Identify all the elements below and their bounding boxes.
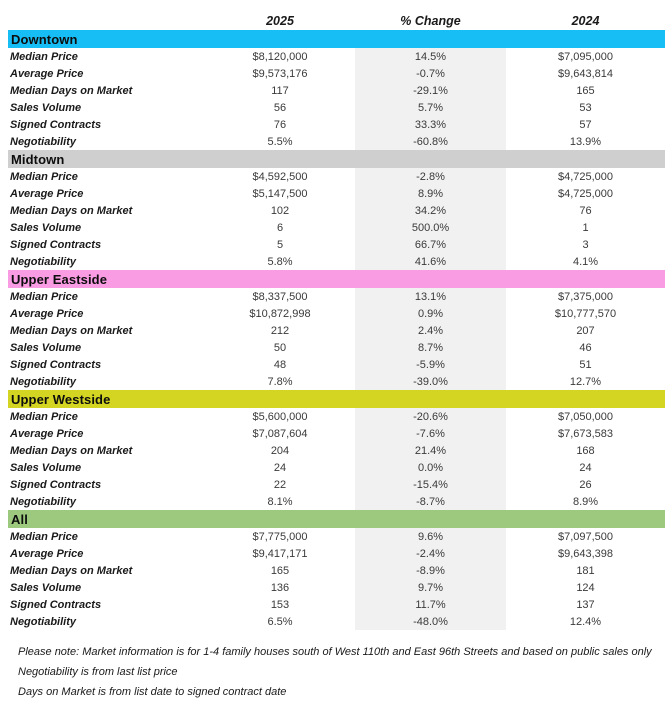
footnote-negotiability: Negotiability is from last list price — [18, 666, 178, 678]
table-row — [8, 408, 665, 425]
row-label: Signed Contracts — [10, 118, 102, 131]
value-2025: $7,775,000 — [252, 530, 308, 543]
value-2024: 13.9% — [569, 135, 602, 148]
value-2025: $9,417,171 — [252, 547, 308, 560]
table-row — [8, 116, 665, 133]
value-2024: 57 — [579, 118, 592, 131]
value-pct-change: 9.6% — [355, 528, 506, 545]
value-2024: 165 — [576, 84, 595, 97]
table-row — [8, 185, 665, 202]
section-title: All — [11, 511, 28, 527]
value-2024: 46 — [579, 341, 592, 354]
row-label: Average Price — [10, 187, 84, 200]
value-2024: 26 — [579, 478, 592, 491]
row-label: Median Days on Market — [10, 444, 133, 457]
value-2024: 8.9% — [572, 495, 599, 508]
table-row — [8, 356, 665, 373]
value-2024: 124 — [576, 581, 595, 594]
value-2025: 165 — [270, 564, 290, 577]
row-label: Sales Volume — [10, 461, 82, 474]
value-2024: $7,095,000 — [557, 50, 614, 63]
value-pct-change: -0.7% — [355, 65, 506, 82]
section-header-downtown — [8, 30, 665, 48]
row-label: Median Price — [10, 170, 78, 183]
value-2024: 168 — [576, 444, 595, 457]
table-row — [8, 528, 665, 545]
table-row — [8, 305, 665, 322]
section-title: Downtown — [11, 31, 78, 47]
value-2024: $9,643,398 — [557, 547, 614, 560]
row-label: Median Days on Market — [10, 84, 133, 97]
row-label: Average Price — [10, 67, 84, 80]
value-2024: 53 — [579, 101, 592, 114]
value-pct-change: -60.8% — [355, 133, 506, 150]
table-row — [8, 133, 665, 150]
row-label: Sales Volume — [10, 581, 82, 594]
table-row — [8, 459, 665, 476]
row-label: Negotiability — [10, 495, 77, 508]
table-row — [8, 99, 665, 116]
section-header-all — [8, 510, 665, 528]
value-2024: $4,725,000 — [557, 170, 614, 183]
row-label: Median Days on Market — [10, 324, 133, 337]
section-title: Midtown — [11, 151, 65, 167]
value-pct-change: 8.9% — [355, 185, 506, 202]
value-pct-change: 21.4% — [355, 442, 506, 459]
value-2024: $7,375,000 — [557, 290, 614, 303]
table-row — [8, 236, 665, 253]
row-label: Signed Contracts — [10, 358, 102, 371]
row-label: Negotiability — [10, 615, 77, 628]
table-row — [8, 613, 665, 630]
value-2025: 102 — [270, 204, 290, 217]
row-label: Sales Volume — [10, 101, 82, 114]
value-2025: 22 — [273, 478, 287, 491]
section-header-upper-westside — [8, 390, 665, 408]
value-2025: 24 — [273, 461, 287, 474]
value-2024: $7,673,583 — [557, 427, 614, 440]
table-row — [8, 253, 665, 270]
value-pct-change: -20.6% — [355, 408, 506, 425]
row-label: Median Price — [10, 50, 78, 63]
value-2025: $5,147,500 — [252, 187, 308, 200]
value-pct-change: 66.7% — [355, 236, 506, 253]
table-row — [8, 219, 665, 236]
row-label: Median Days on Market — [10, 564, 133, 577]
value-pct-change: 8.7% — [355, 339, 506, 356]
table-row — [8, 596, 665, 613]
column-header-2025: 2025 — [266, 14, 294, 28]
row-label: Signed Contracts — [10, 478, 102, 491]
value-2025: $7,087,604 — [252, 427, 308, 440]
row-label: Median Price — [10, 410, 78, 423]
value-2025: 5.8% — [267, 255, 293, 268]
value-2025: 6.5% — [267, 615, 293, 628]
value-pct-change: 500.0% — [355, 219, 506, 236]
sections-container — [8, 30, 665, 630]
value-pct-change: 33.3% — [355, 116, 506, 133]
table-row — [8, 168, 665, 185]
value-pct-change: -15.4% — [355, 476, 506, 493]
table-row — [8, 442, 665, 459]
table-row — [8, 562, 665, 579]
value-2025: 153 — [270, 598, 290, 611]
value-2025: 5.5% — [267, 135, 293, 148]
value-2024: 4.1% — [572, 255, 599, 268]
table-row — [8, 493, 665, 510]
table-row — [8, 48, 665, 65]
section-title: Upper Eastside — [11, 271, 108, 287]
column-header-2024: 2024 — [571, 14, 600, 28]
row-label: Median Price — [10, 290, 78, 303]
value-2025: $10,872,998 — [249, 307, 311, 320]
value-2025: $8,120,000 — [252, 50, 308, 63]
value-2024: $7,097,500 — [557, 530, 614, 543]
value-2025: 8.1% — [267, 495, 293, 508]
table-row — [8, 425, 665, 442]
value-pct-change: -2.4% — [355, 545, 506, 562]
value-pct-change: -8.9% — [355, 562, 506, 579]
table-row — [8, 476, 665, 493]
row-label: Signed Contracts — [10, 598, 102, 611]
value-2025: 136 — [270, 581, 290, 594]
table-row — [8, 82, 665, 99]
footnote-days-on-market: Days on Market is from list date to signed contract date — [18, 686, 287, 698]
value-pct-change: 11.7% — [355, 596, 506, 613]
value-2025: 50 — [273, 341, 287, 354]
value-pct-change: 0.9% — [355, 305, 506, 322]
value-pct-change: 2.4% — [355, 322, 506, 339]
column-header-pct-change: % Change — [400, 14, 461, 28]
row-label: Median Days on Market — [10, 204, 133, 217]
value-2025: $9,573,176 — [252, 67, 308, 80]
value-pct-change: 34.2% — [355, 202, 506, 219]
row-label: Signed Contracts — [10, 238, 102, 251]
row-label: Median Price — [10, 530, 78, 543]
value-pct-change: 9.7% — [355, 579, 506, 596]
table-row — [8, 545, 665, 562]
value-2025: 212 — [270, 324, 290, 337]
row-label: Negotiability — [10, 255, 77, 268]
value-2024: 12.4% — [569, 615, 602, 628]
table-row — [8, 373, 665, 390]
value-pct-change: 5.7% — [355, 99, 506, 116]
value-pct-change: 14.5% — [355, 48, 506, 65]
row-label: Negotiability — [10, 135, 77, 148]
value-pct-change: -5.9% — [355, 356, 506, 373]
market-report-table — [8, 12, 665, 702]
value-2024: 3 — [582, 238, 589, 251]
value-2025: 48 — [273, 358, 287, 371]
value-2024: $7,050,000 — [557, 410, 614, 423]
row-label: Average Price — [10, 307, 84, 320]
section-header-midtown — [8, 150, 665, 168]
table-row — [8, 322, 665, 339]
value-2024: 12.7% — [569, 375, 602, 388]
value-pct-change: 41.6% — [355, 253, 506, 270]
table-row — [8, 202, 665, 219]
value-2025: 204 — [270, 444, 290, 457]
value-2025: 76 — [273, 118, 287, 131]
section-header-upper-eastside — [8, 270, 665, 288]
value-2024: 1 — [582, 221, 589, 234]
row-label: Sales Volume — [10, 341, 82, 354]
value-2025: 117 — [271, 84, 289, 97]
value-2025: $4,592,500 — [252, 170, 308, 183]
value-2025: $5,600,000 — [252, 410, 308, 423]
value-2024: 24 — [579, 461, 592, 474]
value-2024: $10,777,570 — [554, 307, 617, 320]
value-pct-change: -7.6% — [355, 425, 506, 442]
column-header-row — [8, 12, 665, 30]
value-2024: 51 — [579, 358, 592, 371]
value-pct-change: -29.1% — [355, 82, 506, 99]
section-title: Upper Westside — [11, 391, 111, 407]
value-pct-change: -8.7% — [355, 493, 506, 510]
value-2024: $4,725,000 — [557, 187, 614, 200]
value-2024: 181 — [576, 564, 595, 577]
value-2025: 7.8% — [267, 375, 293, 388]
value-2025: 6 — [276, 221, 284, 234]
value-2024: $9,643,814 — [557, 67, 614, 80]
footnotes — [18, 642, 665, 702]
table-row — [8, 579, 665, 596]
table-row — [8, 339, 665, 356]
footnote-public-sales: Please note: Market information is for 1-4 family houses south of West 110th and East 96th Streets and based on public sales only — [18, 646, 652, 658]
value-pct-change: -39.0% — [355, 373, 506, 390]
table-row — [8, 65, 665, 82]
row-label: Negotiability — [10, 375, 77, 388]
value-2025: $8,337,500 — [252, 290, 308, 303]
value-2025: 5 — [276, 238, 284, 251]
value-pct-change: -2.8% — [355, 168, 506, 185]
value-2024: 76 — [579, 204, 592, 217]
value-2024: 207 — [576, 324, 595, 337]
value-pct-change: 0.0% — [355, 459, 506, 476]
value-pct-change: 13.1% — [355, 288, 506, 305]
row-label: Average Price — [10, 427, 84, 440]
row-label: Average Price — [10, 547, 84, 560]
value-pct-change: -48.0% — [355, 613, 506, 630]
table-row — [8, 288, 665, 305]
row-label: Sales Volume — [10, 221, 82, 234]
value-2024: 137 — [576, 598, 595, 611]
value-2025: 56 — [273, 101, 287, 114]
